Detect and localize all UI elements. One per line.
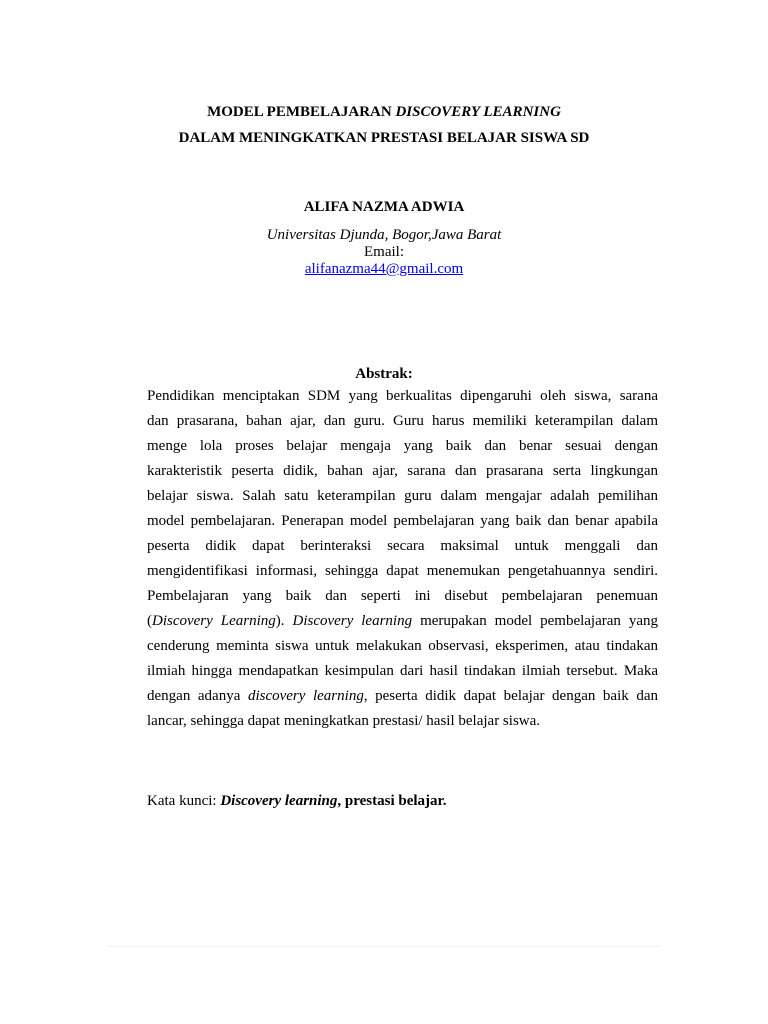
- abstract-italic-term: discovery learning: [247, 688, 364, 704]
- title-prefix: MODEL PEMBELAJARAN: [207, 104, 396, 120]
- email-label: Email:: [364, 244, 404, 260]
- title-italic-term: DISCOVERY LEARNING: [395, 104, 561, 120]
- abstract-line: peserta didik dapat berinteraksi secara maksimal untuk menggali dan: [147, 538, 658, 554]
- paper-title-line-2: DALAM MENINGKATKAN PRESTASI BELAJAR SISWA SD: [178, 130, 590, 146]
- abstract-line: mengidentifikasi informasi, sehingga dapat menemukan pengetahuannya sendiri.: [147, 563, 658, 579]
- abstract-line: karakteristik peserta didik, bahan ajar, sarana dan prasarana serta lingkungan: [147, 463, 658, 479]
- abstract-line: model pembelajaran. Penerapan model pembelajaran yang baik dan benar apabila: [147, 513, 658, 529]
- abstract-heading: Abstrak:: [355, 366, 413, 382]
- abstract-line: [147, 609, 658, 634]
- author-affiliation: Universitas Djunda, Bogor,Jawa Barat: [266, 227, 502, 243]
- keyword-rest: , prestasi belajar.: [337, 793, 447, 809]
- abstract-body: [147, 384, 658, 734]
- email-line: [0, 260, 768, 278]
- abstract-italic-term: Discovery learning: [292, 613, 413, 629]
- paper-title-line-1: [0, 103, 768, 121]
- author-name: ALIFA NAZMA ADWIA: [303, 199, 465, 215]
- abstract-text: dengan adanya: [147, 688, 248, 704]
- keywords-label: Kata kunci:: [147, 793, 221, 809]
- abstract-line: ilmiah hingga mendapatkan kesimpulan dari hasil tindakan ilmiah tersebut. Maka: [147, 663, 658, 679]
- abstract-line: menge lola proses belajar mengaja yang baik dan benar sesuai dengan: [147, 438, 658, 454]
- abstract-italic-term: Discovery Learning: [152, 613, 276, 629]
- abstract-line: lancar, sehingga dapat meningkatkan prestasi/ hasil belajar siswa.: [147, 713, 541, 729]
- abstract-line: Pembelajaran yang baik dan seperti ini disebut pembelajaran penemuan: [147, 588, 658, 604]
- abstract-text: , peserta didik dapat belajar dengan baik dan: [363, 688, 658, 704]
- abstract-line: Pendidikan menciptakan SDM yang berkualitas dipengaruhi oleh siswa, sarana: [147, 388, 658, 404]
- keywords-line: [147, 792, 447, 810]
- abstract-line: belajar siswa. Salah satu keterampilan guru dalam mengajar adalah pemilihan: [147, 488, 658, 504]
- email-link[interactable]: alifanazma44@gmail.com: [304, 261, 464, 277]
- abstract-text: merupakan model pembelajaran yang: [412, 613, 659, 629]
- abstract-line: [147, 684, 658, 709]
- abstract-line: cenderung meminta siswa untuk melakukan observasi, eksperimen, atau tindakan: [147, 638, 658, 654]
- keyword-term: Discovery learning: [220, 793, 338, 809]
- abstract-text: ).: [275, 613, 293, 629]
- page-divider: [108, 946, 660, 947]
- abstract-line: dan prasarana, bahan ajar, dan guru. Guru harus memiliki keterampilan dalam: [147, 413, 658, 429]
- abstract-text: (: [147, 613, 152, 629]
